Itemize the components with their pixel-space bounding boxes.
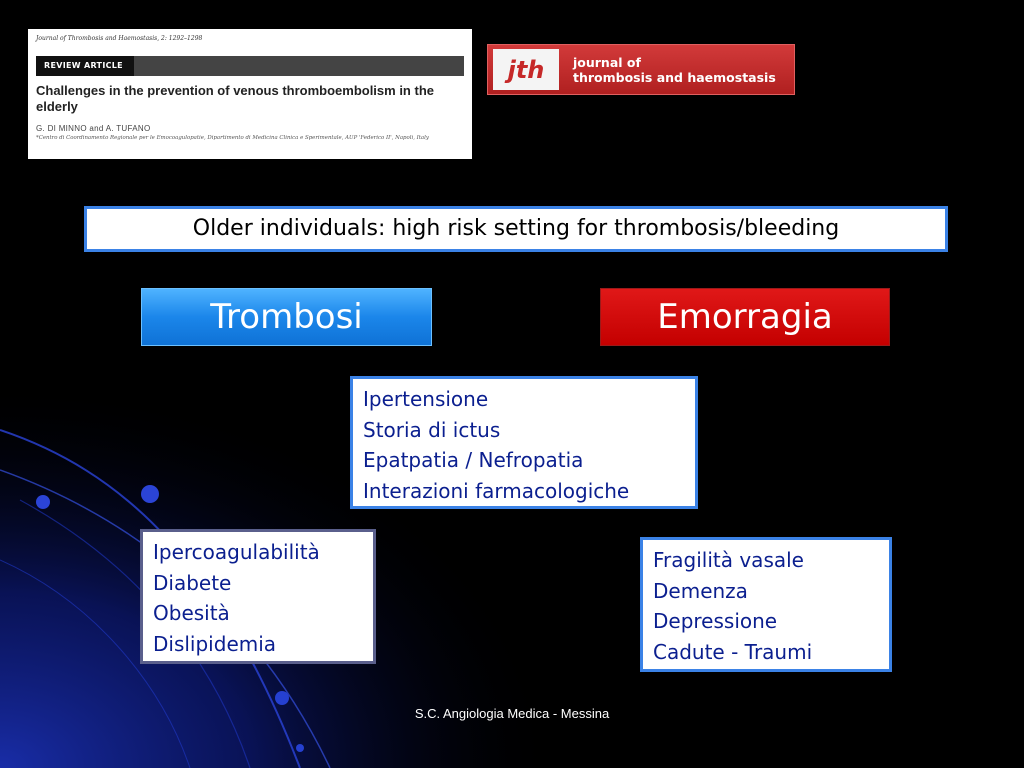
article-affiliation: *Centro di Coordinamento Regionale per le Emocoagulopatie, Dipartimento di Medicina Clinica e Sperimentale, AUP 'Federico II', Napoli, Italy: [36, 135, 429, 141]
article-authors: G. DI MINNO and A. TUFANO: [36, 124, 151, 133]
article-section-bar: [36, 56, 464, 76]
list-item: Cadute - Traumi: [653, 639, 813, 664]
journal-logo-name: [573, 55, 776, 85]
slide-footer: S.C. Angiologia Medica - Messina: [414, 706, 610, 721]
list-item: Interazioni farmacologiche: [363, 478, 630, 503]
bleeding-label: Emorragia: [600, 288, 890, 346]
jth-logo-mark: jth: [493, 49, 559, 90]
list-item: Depressione: [653, 609, 778, 633]
journal-logo: [487, 44, 795, 95]
list-item: Ipercoagulabilità: [153, 540, 320, 564]
journal-logo-line2: thrombosis and haemostasis: [573, 69, 776, 85]
article-header-image: [28, 29, 472, 159]
bleeding-risk-factors-box: [640, 537, 892, 672]
list-item: Diabete: [153, 570, 232, 595]
list-item: Fragilità vasale: [653, 548, 804, 572]
list-item: Storia di ictus: [363, 417, 501, 442]
list-item: Demenza: [653, 578, 748, 603]
shared-risk-factors-box: [350, 376, 698, 509]
article-journal-line: Journal of Thrombosis and Haemostasis, 2: 1292–1298: [36, 35, 203, 42]
thrombosis-risk-factors-box: [140, 529, 376, 664]
list-item: Dislipidemia: [153, 631, 277, 656]
article-title: Challenges in the prevention of venous thromboembolism in the elderly: [36, 83, 434, 114]
article-section-label: REVIEW ARTICLE: [36, 56, 134, 76]
list-item: Obesità: [153, 601, 230, 625]
journal-logo-line1: journal of: [573, 54, 641, 70]
slide-headline: Older individuals: high risk setting for thrombosis/bleeding: [84, 206, 948, 252]
list-item: Ipertensione: [363, 387, 489, 411]
list-item: Epatpatia / Nefropatia: [363, 448, 584, 472]
thrombosis-label: Trombosi: [141, 288, 432, 346]
